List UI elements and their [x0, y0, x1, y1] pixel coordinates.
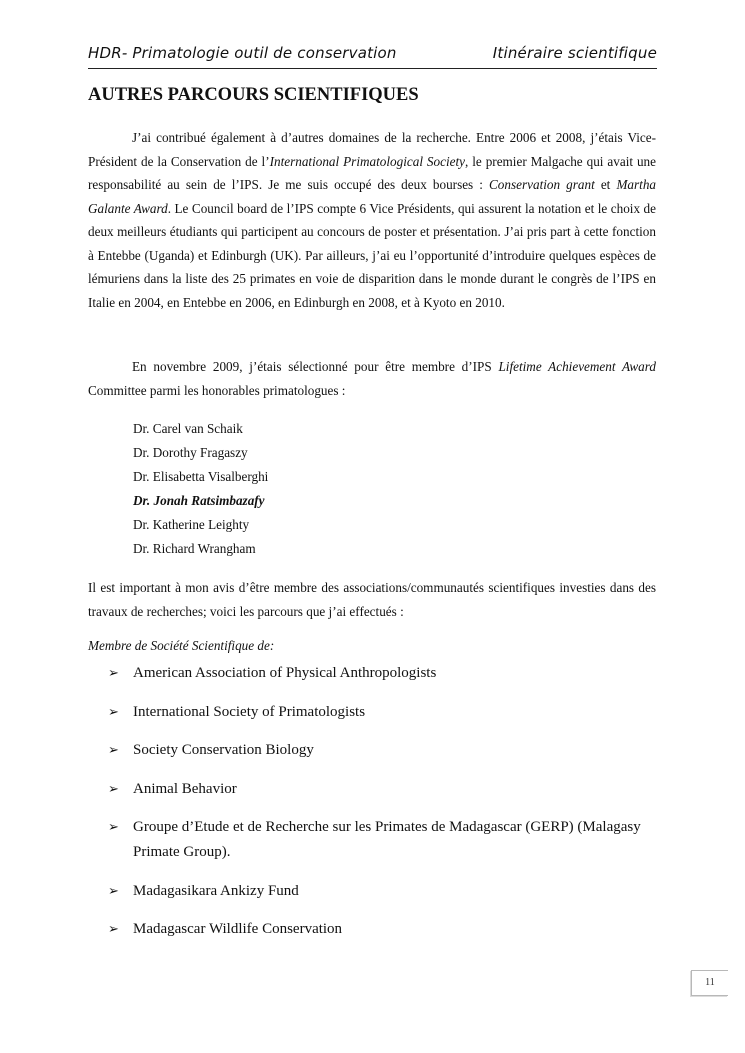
italic-text: Lifetime Achievement Award — [498, 359, 656, 374]
italic-text: International Primatological Society — [269, 153, 466, 169]
society-name: Society Conservation Biology — [133, 742, 314, 758]
arrow-bullet-icon: ➢ — [108, 820, 119, 835]
text: , le premier Malgache qui avait une responsabilité au sein de l’IPS. Je me suis occupé des deux bourses : — [88, 153, 656, 192]
text: J’ai contribué également à d’autres domaines de la recherche. Entre 2006 et 2008, j’étais Vice-Président de la Conservation de l’ — [88, 130, 656, 169]
society-name: Madagasikara Ankizy Fund — [133, 882, 299, 899]
committee-member: Dr. Elisabetta Visalberghi — [133, 469, 269, 484]
list-item — [108, 917, 668, 942]
committee-member: Dr. Dorothy Fragaszy — [133, 445, 248, 460]
paragraph-ips-role — [88, 126, 656, 314]
society-name: Animal Behavior — [133, 780, 237, 797]
text: . Le Council board de l’IPS compte 6 Vice Présidents, qui assurent la notation et le choix de deux meilleurs étudiants qui participent au concours de poster et présentation. J’ai pris part à cette fonction à Entebbe (Uganda) et Edinburgh (UK). Par ailleurs, j’ai eu l’opportunité d’introduire quelques espèces de lémuriens dans la liste des 25 primates en voie de disparition dans le monde durant le congrès de l’IPS en Italie en 2004, en Entebbe en 2006, en Edinburgh en 2008, et à Kyoto en 2010. — [88, 200, 656, 310]
list-item — [108, 661, 668, 686]
arrow-bullet-icon: ➢ — [108, 743, 119, 758]
society-name: Madagascar Wildlife Conservation — [133, 921, 343, 937]
arrow-bullet-icon: ➢ — [108, 883, 119, 899]
italic-text: Martha Galante Award — [88, 177, 656, 216]
society-name: International Society of Primatologists — [133, 703, 366, 720]
text: et — [594, 177, 617, 192]
header-right-title: Itinéraire scientifique — [492, 44, 657, 62]
committee-member: Dr. Katherine Leighty — [133, 517, 250, 532]
committee-member: Dr. Carel van Schaik — [133, 421, 243, 436]
arrow-bullet-icon: ➢ — [108, 704, 119, 720]
list-item — [108, 700, 668, 725]
committee-list — [133, 417, 268, 561]
page-number: 11 — [691, 970, 728, 996]
paragraph-memberships-intro: Il est important à mon avis d’être membre des associations/communautés scientifiques investies dans des travaux de recherches; voici les parcours que j’ai effectués : — [88, 580, 656, 619]
arrow-bullet-icon: ➢ — [108, 666, 119, 681]
list-item — [108, 879, 668, 904]
society-name: Groupe d’Etude et de Recherche sur les Primates de Madagascar (GERP) (Malagasy Primate Group). — [133, 819, 641, 860]
committee-member-highlighted: Dr. Jonah Ratsimbazafy — [133, 493, 265, 508]
italic-text: Conservation grant — [489, 177, 595, 192]
section-title: AUTRES PARCOURS SCIENTIFIQUES — [88, 85, 419, 105]
paragraph-award-committee — [88, 355, 656, 402]
text: Committee parmi les honorables primatologues : — [88, 382, 346, 398]
society-name: American Association of Physical Anthropologists — [133, 665, 437, 681]
header-left-title: HDR- Primatologie outil de conservation — [88, 44, 397, 62]
arrow-bullet-icon: ➢ — [108, 922, 119, 937]
committee-member: Dr. Richard Wrangham — [133, 541, 256, 556]
list-item — [108, 815, 668, 865]
page-header — [88, 40, 657, 69]
text: En novembre 2009, j’étais sélectionné pour être membre d’IPS — [132, 359, 499, 374]
list-item — [108, 777, 668, 802]
list-item — [108, 738, 668, 763]
societies-list — [108, 661, 668, 956]
societies-heading: Membre de Société Scientifique de: — [88, 638, 275, 653]
arrow-bullet-icon: ➢ — [108, 781, 119, 797]
